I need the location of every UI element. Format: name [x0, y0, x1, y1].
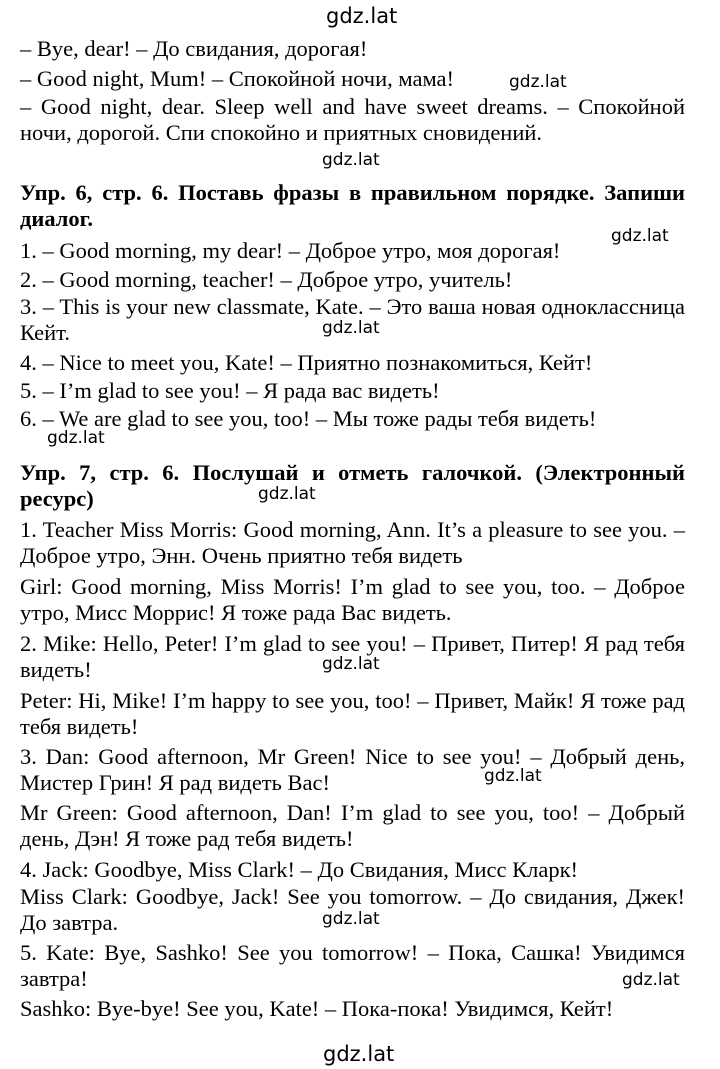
dialog-line: – Good night, Mum! – Спокойной ночи, мама! [20, 66, 455, 91]
watermark-text: gdz.lat [622, 970, 680, 990]
dialog-paragraph: – Good night, dear. Sleep well and have sweet dreams. – Спокойной ночи, дорогой. Спи спокойно и приятных сновидений. [20, 94, 685, 145]
watermark-text: gdz.lat [322, 909, 380, 929]
watermark-text: gdz.lat [322, 150, 380, 170]
watermark-text: gdz.lat [47, 428, 105, 448]
dialog-item: 5. Kate: Bye, Sashko! See you tomorrow! – Пока, Сашка! Увидимся завтра! [20, 940, 685, 991]
dialog-item: Sashko: Bye-bye! See you, Kate! – Пока-пока! Увидимся, Кейт! [20, 996, 614, 1021]
dialog-item: Mr Green: Good afternoon, Dan! I’m glad to see you, too! – Добрый день, Дэн! Я тоже рад тебя видеть! [20, 800, 685, 851]
list-item: 1. – Good morning, my dear! – Доброе утро, моя дорогая! [20, 238, 561, 263]
list-item: 5. – I’m glad to see you! – Я рада вас видеть! [20, 378, 440, 403]
dialog-item: Miss Clark: Goodbye, Jack! See you tomorrow. – До свидания, Джек! До завтра. [20, 884, 685, 935]
list-item: 4. – Nice to meet you, Kate! – Приятно познакомиться, Кейт! [20, 350, 593, 375]
exercise-6-heading: Упр. 6, стр. 6. Поставь фразы в правильном порядке. Запиши диалог. [20, 180, 685, 231]
list-item: 6. – We are glad to see you, too! – Мы тоже рады тебя видеть! [20, 406, 597, 431]
watermark-text: gdz.lat [258, 484, 316, 504]
dialog-line: – Bye, dear! – До свидания, дорогая! [20, 36, 368, 61]
watermark-text: gdz.lat [322, 654, 380, 674]
list-item: 2. – Good morning, teacher! – Доброе утро, учитель! [20, 267, 513, 292]
dialog-item: 3. Dan: Good afternoon, Mr Green! Nice to see you! – Добрый день, Мистер Грин! Я рад видеть Вас! [20, 744, 685, 795]
watermark-text: gdz.lat [509, 72, 567, 92]
dialog-item: Girl: Good morning, Miss Morris! I’m glad to see you, too. – Доброе утро, Мисс Моррис! Я тоже рада Вас видеть. [20, 574, 685, 625]
dialog-item: 2. Mike: Hello, Peter! I’m glad to see you! – Привет, Питер! Я рад тебя видеть! [20, 631, 685, 682]
dialog-item: 4. Jack: Goodbye, Miss Clark! – До Свидания, Мисс Кларк! [20, 857, 579, 882]
exercise-7-heading: Упр. 7, стр. 6. Послушай и отметь галочкой. (Электронный ресурс) [20, 460, 685, 511]
list-item: 3. – This is your new classmate, Kate. – Это ваша новая одноклассница Кейт. [20, 294, 685, 345]
dialog-item: 1. Teacher Miss Morris: Good morning, Ann. It’s a pleasure to see you. – Доброе утро, Энн. Очень приятно тебя видеть [20, 517, 685, 568]
watermark-text: gdz.lat [326, 4, 398, 28]
watermark-text: gdz.lat [611, 226, 669, 246]
watermark-text: gdz.lat [322, 318, 380, 338]
watermark-text: gdz.lat [484, 766, 542, 786]
dialog-item: Peter: Hi, Mike! I’m happy to see you, too! – Привет, Майк! Я тоже рад тебя видеть! [20, 688, 685, 739]
watermark-text: gdz.lat [323, 1042, 395, 1066]
